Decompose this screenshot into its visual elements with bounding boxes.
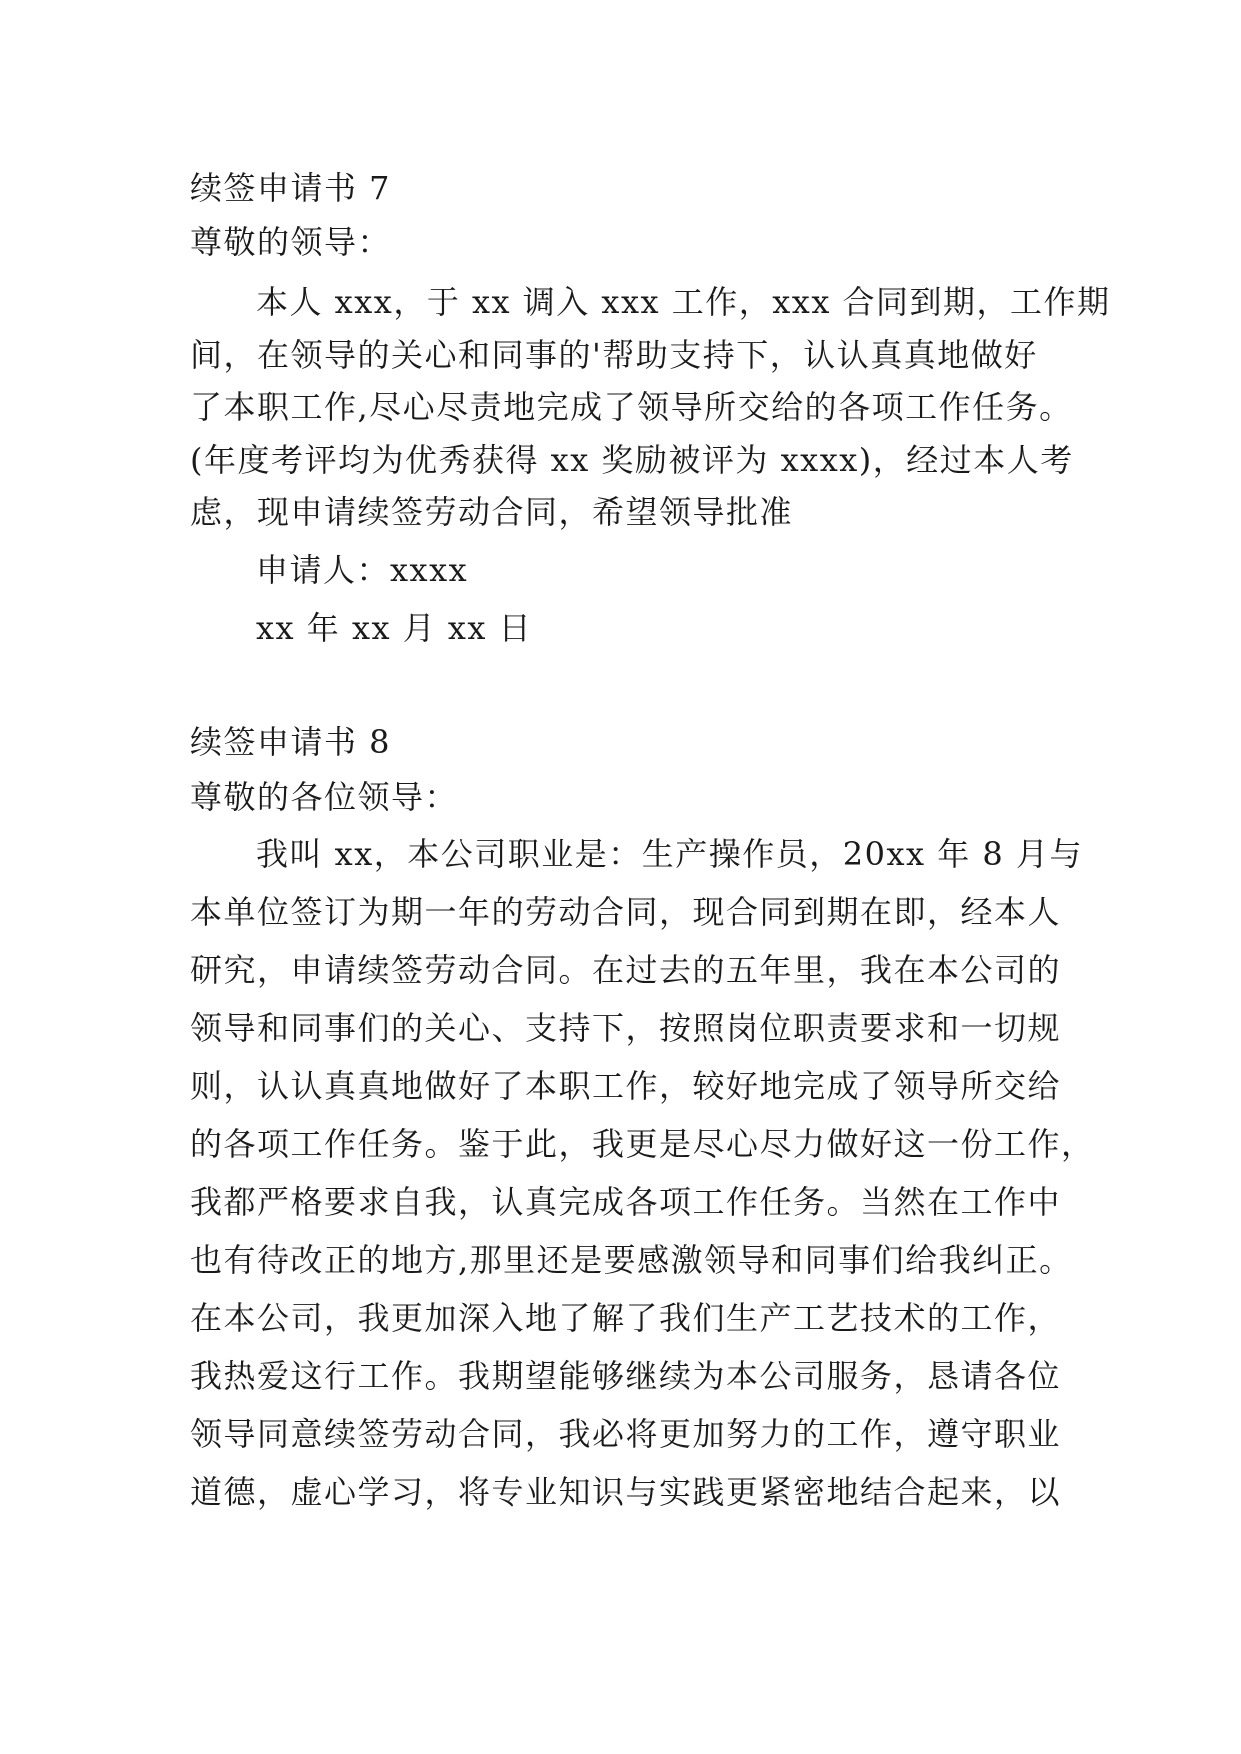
section8-body-line: 我都严格要求自我，认真完成各项工作任务。当然在工作中	[190, 1183, 1062, 1221]
section7-body-line: 了本职工作,尽心尽责地完成了领导所交给的各项工作任务。	[190, 388, 1073, 426]
section8-body-line: 道德，虚心学习，将专业知识与实践更紧密地结合起来，以	[190, 1473, 1062, 1511]
section8-body-line: 在本公司，我更加深入地了解了我们生产工艺技术的工作，	[190, 1299, 1062, 1337]
section7-title: 续签申请书 7	[190, 169, 392, 207]
section8-body-line: 则，认认真真地做好了本职工作，较好地完成了领导所交给	[190, 1067, 1062, 1105]
section8-body-line: 本单位签订为期一年的劳动合同，现合同到期在即，经本人	[190, 893, 1062, 931]
section7-date: xx 年 xx 月 xx 日	[256, 609, 533, 647]
section8-body-line: 领导和同事们的关心、支持下，按照岗位职责要求和一切规	[190, 1009, 1062, 1047]
section7-body-line: 间，在领导的关心和同事的'帮助支持下，认认真真地做好	[190, 336, 1038, 374]
section7-salutation: 尊敬的领导：	[190, 223, 392, 261]
section7-body-line: 虑，现申请续签劳动合同，希望领导批准	[190, 493, 794, 531]
section8-body-line: 也有待改正的地方,那里还是要感激领导和同事们给我纠正。	[190, 1241, 1073, 1279]
section7-applicant: 申请人：xxxx	[256, 551, 469, 589]
section7-body-line: 本人 xxx，于 xx 调入 xxx 工作，xxx 合同到期，工作期	[256, 283, 1111, 321]
section8-body-line: 的各项工作任务。鉴于此，我更是尽心尽力做好这一份工作，	[190, 1125, 1095, 1163]
section8-body-line: 我热爱这行工作。我期望能够继续为本公司服务，恳请各位	[190, 1357, 1062, 1395]
section8-title: 续签申请书 8	[190, 723, 392, 761]
section7-body-line: (年度考评均为优秀获得 xx 奖励被评为 xxxx)，经过本人考	[190, 441, 1074, 479]
section8-body-line: 我叫 xx，本公司职业是：生产操作员，20xx 年 8 月与	[256, 835, 1083, 873]
section8-body-line: 研究，申请续签劳动合同。在过去的五年里，我在本公司的	[190, 951, 1062, 989]
section8-salutation: 尊敬的各位领导：	[190, 778, 459, 816]
section8-body-line: 领导同意续签劳动合同，我必将更加努力的工作，遵守职业	[190, 1415, 1062, 1453]
